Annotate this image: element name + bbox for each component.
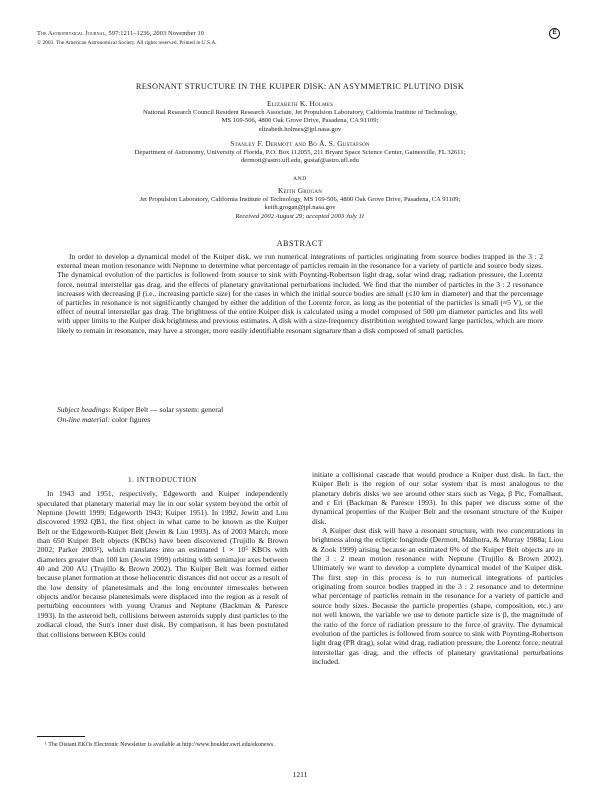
journal-citation [37, 30, 204, 37]
body-paragraph: A Kuiper dust disk will have a resonant structure, with two concentrations in brightness along the ecliptic longitude (Dermott, Malhotra, & Murray 1988a; Liou & Zook 1999) arising because an estimated 6% of the Kuiper Belt objects are in the 3 : 2 mean motion resonance with Neptune (Trujillo & Brown 2002). Ultimately we want to develop a complete dynamical model of the Kuiper disk. The first step in this process is to run numerical integrations of particles originating from source bodies trapped in the 3 : 2 resonance and to determine what percentage of particles remain in the resonance for a variety of particle and source body sizes. Because the particle properties (shape, composition, etc.) are not well known, the variable we use to denote particle size is β, the magnitude of the ratio of the force of radiation pressure to the force of gravity. The dynamical evolution of the particles is followed from source to sink with Poynting-Robertson light drag (PR drag), solar wind drag, radiation pressure, the Lorentz force, neutral interstellar gas drag, and the effects of planetary gravitational perturbations included. [312, 526, 563, 666]
section-heading: 1. INTRODUCTION [128, 476, 197, 484]
electronic-edition-logo: E [549, 28, 560, 39]
body-paragraph: In 1943 and 1951, respectively, Edgeworth and Kuiper independently speculated that planetary material may lie in our solar system beyond the orbit of Neptune (Jewitt 1999; Edgeworth 1943; Kuiper 1951). In 1992, Jewitt and Luu discovered 1992 QB1, the first object in what came to be known as the Kuiper Belt or the Edgeworth-Kuiper Belt (Jewitt & Luu 1993). As of 2003 March, more than 650 Kuiper Belt objects (KBOs) have been discovered (Trujillo & Brown 2002; Parker 2003¹), which translates into an estimated 1 × 10⁵ KBOs with diameters greater than 100 km (Jewitt 1999) orbiting with semimajor axes between 40 and 200 AU (Trujillo & Brown 2002). The Kuiper Belt was formed either because planet formation at those heliocentric distances did not occur as a result of the low density of planetesimals and the long encounter timescales between objects and/or because planetesimals were displaced into the region as a result of perturbing encounters with young Uranus and Neptune (Backman & Paresce 1993). In the asteroid belt, collisions between asteroids supply dust particles to the zodiacal cloud, the Sun's inner dust disk. By comparison, it has been postulated that collisions between KBOs could [37, 489, 288, 639]
journal-name: The Astrophysical Journal [37, 30, 106, 37]
subject-headings [57, 405, 543, 414]
subject-headings-label: Subject headings: [57, 405, 111, 414]
and-separator: AND [293, 176, 307, 182]
author-block-1 [30, 100, 570, 134]
online-material [57, 415, 543, 424]
online-material-label: On-line material: [57, 415, 111, 424]
author-name: Elizabeth K. Holmes [267, 99, 333, 108]
affiliation-line: National Research Council Resident Research Associate, Jet Propulsion Laboratory, California Institute of Technology, [142, 108, 458, 116]
author-block-2 [30, 140, 570, 166]
affiliation-line: Jet Propulsion Laboratory, California Institute of Technology, MS 169-506, 4800 Oak Grove Drive, Pasadena, CA 91109; [139, 195, 461, 203]
author-email: elizabeth.holmes@jpl.nasa.gov [258, 125, 342, 133]
affiliation-line: Department of Astronomy, University of Florida, P.O. Box 112055, 211 Bryant Space Science Center, Gainesville, FL 32611; [134, 148, 466, 156]
footnote-rule [37, 736, 85, 737]
author-name: Keith Grogan [277, 186, 323, 195]
abstract-heading: ABSTRACT [276, 239, 324, 248]
author-email: keith.grogan@jpl.nasa.gov [264, 204, 336, 212]
author-name: Stanley F. Dermott and Bo Å. S. Gustafson [230, 139, 370, 148]
subject-headings-value: Kuiper Belt — solar system: general [110, 405, 224, 414]
affiliation-line: MS 169-506, 4800 Oak Grove Drive, Pasadena, CA 91109; [221, 117, 379, 125]
paper-title: RESONANT STRUCTURE IN THE KUIPER DISK: AN ASYMMETRIC PLUTINO DISK [135, 82, 465, 91]
page-number: 1211 [292, 770, 308, 779]
right-column [312, 470, 563, 666]
author-email: dermott@astro.ufl.edu, gustaf@astro.ufl.edu [241, 157, 359, 165]
online-material-value: color figures [110, 415, 151, 424]
author-block-3 [30, 187, 570, 221]
citation-details: , 597:1211–1236, 2003 November 10 [105, 30, 205, 37]
copyright-notice: © 2003. The American Astronomical Society. All rights reserved. Printed in U.S.A. [37, 40, 217, 46]
footnote: ¹ The Distant EKOs Electronic Newsletter is available at http://www.boulder.swri.edu/ekonews. [45, 742, 275, 748]
received-dates: Received 2002 August 29; accepted 2003 July 11 [235, 212, 365, 220]
body-paragraph: initiate a collisional cascade that would produce a Kuiper dust disk. In fact, the Kuiper Belt is the region of our solar system that is most analogous to the planetary debris disks we see around other stars such as Vega, β Pic, Fomalhaut, and ε Eri (Backman & Paresce 1993). In this paper we discuss some of the dynamical properties of the Kuiper Belt and the resonant structure of the Kuiper disk. [312, 470, 563, 526]
left-column [37, 470, 288, 639]
abstract-text: In order to develop a dynamical model of the Kuiper disk, we run numerical integrations of particles originating from source bodies trapped in the 3 : 2 external mean motion resonance with Neptune to determine what percentage of particles remain in the resonance for a variety of particle and source body sizes. The dynamical evolution of the particles is followed from source to sink with Poynting-Robertson light drag, solar wind drag, radiation pressure, the Lorentz force, neutral interstellar gas drag, and the effects of planetary gravitational perturbations included. We find that the number of particles in the 3 : 2 resonance increases with decreasing β (i.e., increasing particle size) for the cases in which the initial source bodies are small (≤10 km in diameter) and that the percentage of particles in resonance is not significantly changed by either the addition of the Lorentz force, as long as the potential of the particles is small (≈5 V), or the effect of neutral interstellar gas drag. The brightness of the entire Kuiper disk is calculated using a model composed of 500 μm diameter particles and fits well with upper limits to the Kuiper disk brightness and previous estimates. A disk with a size-frequency distribution weighted toward large particles, which are more likely to remain in resonance, may have a stronger, more easily identifiable resonant signature than a disk composed of small particles. [57, 252, 543, 335]
